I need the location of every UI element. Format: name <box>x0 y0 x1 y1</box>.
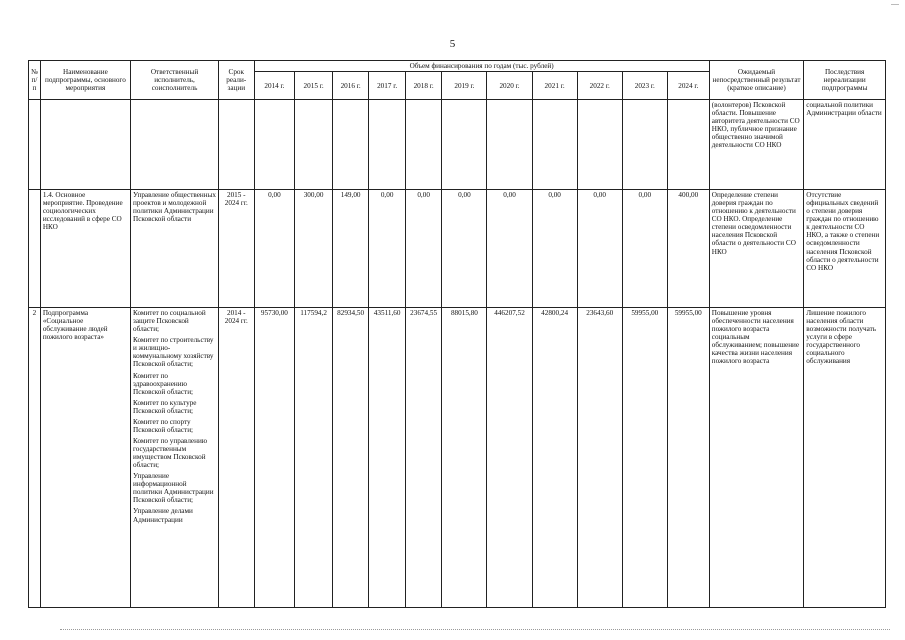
cell-value <box>532 100 577 190</box>
executor-item: Управление делами Администрации <box>133 507 193 524</box>
executor-item: Комитет по социальной защите Псковской области; <box>133 309 206 334</box>
table-container <box>28 60 886 640</box>
cell-value <box>369 100 406 190</box>
header-year: 2023 г. <box>622 72 667 100</box>
cell-value: 82934,50 <box>332 308 369 608</box>
cell-value: 0,00 <box>487 190 532 308</box>
cell-executor <box>131 100 219 190</box>
cell-term <box>219 100 254 190</box>
header-year: 2021 г. <box>532 72 577 100</box>
cell-consequence: Лишение пожилого населения области возможности получать услуги в сфере государственного социального обслуживания <box>804 308 886 608</box>
header-year: 2015 г. <box>295 72 333 100</box>
cell-num: 2 <box>29 308 41 608</box>
header-funding: Объем финансирования по годам (тыс. рублей) <box>254 61 709 72</box>
cell-value: 0,00 <box>369 190 406 308</box>
cell-value: 117594,2 <box>295 308 333 608</box>
cell-result: Определение степени доверия граждан по отношению к деятельности СО НКО. Определение степени осведомленности населения Псковской области о деятельности СО НКО <box>709 190 804 308</box>
executor-item: Комитет по управлению государственным имуществом Псковской области; <box>133 436 208 470</box>
header-year: 2017 г. <box>369 72 406 100</box>
header-year: 2019 г. <box>442 72 487 100</box>
executor-item: Комитет по культуре Псковской области; <box>133 398 197 415</box>
cell-value <box>622 100 667 190</box>
cell-num <box>29 190 41 308</box>
header-year: 2024 г. <box>667 72 709 100</box>
cell-value <box>332 100 369 190</box>
cell-value <box>667 100 709 190</box>
cell-executor-list <box>131 308 219 608</box>
cell-value: 0,00 <box>532 190 577 308</box>
cell-num <box>29 100 41 190</box>
cell-value: 446207,52 <box>487 308 532 608</box>
scan-edge-noise <box>60 629 890 631</box>
cell-value: 0,00 <box>577 190 622 308</box>
executor-item: Управление информационной политики Администрации Псковской области; <box>133 472 214 505</box>
cell-value: 95730,00 <box>254 308 295 608</box>
cell-value: 149,00 <box>332 190 369 308</box>
cell-name: Подпрограмма «Социальное обслуживание людей пожилого возраста» <box>40 308 130 608</box>
cell-value <box>405 100 442 190</box>
cell-term: 2015 - 2024 гг. <box>219 190 254 308</box>
scan-mark <box>891 4 899 5</box>
table-row <box>29 100 886 190</box>
cell-value: 0,00 <box>254 190 295 308</box>
executor-item: Комитет по спорту Псковской области; <box>133 417 194 434</box>
cell-value: 88015,80 <box>442 308 487 608</box>
executor-item: Комитет по строительству и жилищно-коммунальному хозяйству Псковской области; <box>133 336 214 369</box>
cell-value: 43511,60 <box>369 308 406 608</box>
header-term: Срок реали-зации <box>219 61 254 100</box>
cell-name: 1.4. Основное мероприятие. Проведение социологических исследований в сфере СО НКО <box>40 190 130 308</box>
cell-consequence: социальной политики Администрации области <box>804 100 886 190</box>
header-executor: Ответственный исполнитель, соисполнитель <box>131 61 219 100</box>
cell-consequence: Отсутствие официальных сведений о степени доверия граждан по отношению к деятельности СО НКО, а также о степени осведомленности населения Псковской области о деятельности СО НКО <box>804 190 886 308</box>
cell-term: 2014 - 2024 гг. <box>219 308 254 608</box>
program-table <box>28 60 886 608</box>
header-year: 2018 г. <box>405 72 442 100</box>
cell-value: 59955,00 <box>667 308 709 608</box>
cell-value <box>295 100 333 190</box>
executor-item: Комитет по здравоохранению Псковской области; <box>133 371 194 396</box>
cell-value <box>577 100 622 190</box>
cell-value: 300,00 <box>295 190 333 308</box>
header-num: № п/п <box>29 61 41 100</box>
cell-value <box>254 100 295 190</box>
cell-name <box>40 100 130 190</box>
cell-value <box>442 100 487 190</box>
cell-value: 23643,60 <box>577 308 622 608</box>
cell-value <box>487 100 532 190</box>
header-year: 2022 г. <box>577 72 622 100</box>
cell-value: 23674,55 <box>405 308 442 608</box>
cell-value: 59955,00 <box>622 308 667 608</box>
header-name: Наименование подпрограммы, основного мероприятия <box>40 61 130 100</box>
header-consequence: Последствия нереализации подпрограммы <box>804 61 886 100</box>
header-result: Ожидаемый непосредственный результат (краткое описание) <box>709 61 804 100</box>
cell-value: 400,00 <box>667 190 709 308</box>
header-year: 2020 г. <box>487 72 532 100</box>
cell-value: 0,00 <box>405 190 442 308</box>
cell-value: 0,00 <box>442 190 487 308</box>
cell-result: Повышение уровня обеспеченности населения пожилого возраста социальным обслуживанием; повышение качества жизни населения пожилого возраста <box>709 308 804 608</box>
page-number: 5 <box>449 38 456 50</box>
table-row <box>29 308 886 608</box>
cell-result: (волонтеров) Псковской области. Повышение авторитета деятельности СО НКО, публичное признание общественно значимой деятельности СО НКО <box>709 100 804 190</box>
table-row <box>29 190 886 308</box>
cell-value: 0,00 <box>622 190 667 308</box>
cell-value: 42800,24 <box>532 308 577 608</box>
header-year: 2014 г. <box>254 72 295 100</box>
header-year: 2016 г. <box>332 72 369 100</box>
cell-executor: Управление общественных проектов и молодежной политики Администрации Псковской области <box>131 190 219 308</box>
